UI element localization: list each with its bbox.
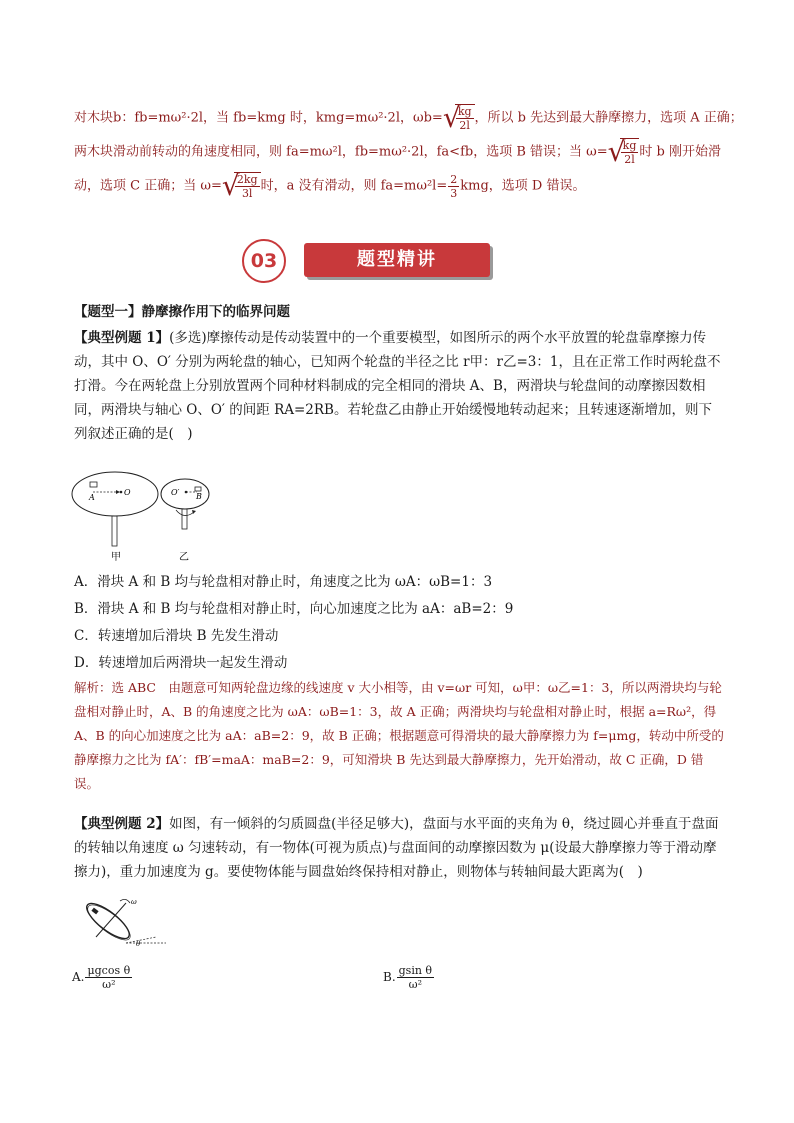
- solution-line-2: [74, 135, 724, 168]
- solution-text: 时，a 没有滑动，则 fa=mω²l=: [260, 178, 448, 194]
- label-omega: ω: [131, 898, 137, 906]
- label-o: O: [124, 488, 131, 497]
- label-jia: 甲: [111, 552, 121, 563]
- option-2a-numerator: μgcos θ: [87, 964, 131, 977]
- sqrt-expression: √ $\frac{kg}{2l}$: [443, 104, 475, 132]
- option-2a-denominator: ω²: [102, 978, 116, 991]
- option-2b-numerator: gsin θ: [398, 964, 433, 977]
- option-2a-fraction: [85, 964, 132, 991]
- fraction-denominator: 3: [450, 186, 458, 200]
- fraction: [448, 173, 459, 200]
- banner-number: 03: [242, 239, 286, 283]
- shaft-jia: [112, 516, 117, 546]
- slider-a-block: [90, 482, 97, 487]
- fraction-numerator: 2: [450, 172, 458, 186]
- example-2-label: 【典型例题 2】: [74, 816, 170, 832]
- tilted-disk-figure: [74, 895, 170, 953]
- label-o2: O′: [171, 488, 180, 497]
- option-d[interactable]: D．转速增加后两滑块一起发生滑动: [74, 655, 288, 671]
- label-yi: 乙: [179, 552, 189, 563]
- option-2b-fraction: [397, 964, 434, 991]
- example-1-label: 【典型例题 1】: [74, 330, 170, 346]
- option-2b[interactable]: [383, 964, 435, 991]
- label-b: B: [196, 492, 202, 501]
- example-2-text: 如图，有一倾斜的匀质圆盘(半径足够大)，盘面与水平面的夹角为 θ，绕过圆心并垂直于盘面的转轴以角速度 ω 匀速转动，有一物体(可视为质点)与盘面间的动摩擦因数为 μ(设最大静摩擦力等于滑动摩擦力)，重力加速度为 g。要使物体能与圆盘始终保持相对静止，则物体与转轴间最大距离为( ): [74, 816, 719, 880]
- solution-line-3: [74, 169, 724, 202]
- option-2b-letter: B.: [383, 970, 396, 984]
- solution-text: 时 b 刚开始滑: [639, 144, 721, 160]
- sqrt-numerator: kg: [622, 139, 637, 152]
- incline-dash-line: [126, 937, 156, 943]
- section-title: 【题型一】静摩擦作用下的临界问题: [74, 304, 290, 320]
- sqrt-numerator: 2kg: [236, 173, 258, 186]
- solution-text: 动，选项 C 正确；当 ω=: [74, 178, 222, 194]
- sqrt-denominator: 2l: [459, 119, 470, 132]
- label-a: A: [89, 493, 95, 502]
- slider-b-block: [195, 487, 201, 491]
- option-2b-denominator: ω²: [408, 978, 423, 991]
- axis-o-dot: [120, 491, 123, 494]
- rotation-arrow-icon: [176, 510, 194, 516]
- option-c[interactable]: C．转速增加后滑块 B 先发生滑动: [74, 628, 279, 644]
- sqrt-denominator: 3l: [241, 187, 253, 200]
- answer-explanation-1: 解析：选 ABC 由题意可知两轮盘边缘的线速度 v 大小相等，由 v=ωr 可知，ω甲：ω乙=1：3，所以两滑块均与轮盘相对静止时，A、B 的角速度之比为 ωA：ωB=1：3，故 A 正确；两滑块均与轮盘相对静止时，根据 a=Rω²，得 A、B 的向心加速度之比为 aA：aB=2：9，故 B 正确；根据题意可得滑块的最大静摩擦力为 f=μmg，转动中所受的静摩擦力之比为 fA′：fB′=maA：maB=2：9，可知滑块 B 先达到最大静摩擦力，先开始滑动，故 C 正确，D 错误。: [74, 680, 724, 791]
- solution-line-1: [74, 101, 743, 134]
- example-2: [74, 812, 724, 884]
- arrow-head: [116, 490, 120, 494]
- omega-arrow-icon: [120, 899, 130, 903]
- sqrt-numerator: kg: [457, 105, 472, 118]
- label-theta: θ: [136, 940, 141, 948]
- sqrt-denominator: 2l: [624, 153, 635, 166]
- example-1-text: (多选)摩擦传动是传动装置中的一个重要模型，如图所示的两个水平放置的轮盘靠摩擦力传动，其中 O、O′ 分别为两轮盘的轴心，已知两个轮盘的半径之比 r甲：r乙=3：1，且在正常工作时两轮盘不打滑。今在两轮盘上分别放置两个同种材料制成的完全相同的滑块 A、B，两滑块与轮盘间的动摩擦因数相同，两滑块与轴心 O、O′ 的间距 RA=2RB。若轮盘乙由静止开始缓慢地转动起来；且转速逐渐增加，则下列叙述正确的是( ): [74, 330, 721, 442]
- sqrt-expression: √ $\frac{2kg}{3l}$: [222, 172, 261, 200]
- solution-text: kmg，选项 D 错误。: [460, 178, 586, 194]
- solution-text: 对木块b：fb=mω²·2l，当 fb=kmg 时，kmg=mω²·2l，ωb=: [74, 110, 443, 126]
- option-a[interactable]: A．滑块 A 和 B 均与轮盘相对静止时，角速度之比为 ωA：ωB=1：3: [74, 574, 493, 590]
- option-2a[interactable]: [72, 964, 133, 991]
- option-b[interactable]: B．滑块 A 和 B 均与轮盘相对静止时，向心加速度之比为 aA：aB=2：9: [74, 601, 514, 617]
- banner-title: 题型精讲: [357, 249, 437, 270]
- example-1: [74, 326, 724, 446]
- option-2a-letter: A.: [72, 970, 85, 984]
- solution-text: ，所以 b 先达到最大静摩擦力，选项 A 正确；: [474, 110, 743, 126]
- wheels-figure: [70, 468, 240, 564]
- tilted-disk: [82, 898, 134, 944]
- section-banner: [242, 239, 492, 283]
- wheel-jia: [72, 472, 158, 516]
- sqrt-expression: √ $\frac{kg}{2l}$: [608, 138, 640, 166]
- solution-text: 两木块滑动前转动的角速度相同，则 fa=mω²l，fb=mω²·2l，fa<fb，选项 B 错误；当 ω=: [74, 144, 608, 160]
- shaft-yi: [182, 509, 187, 529]
